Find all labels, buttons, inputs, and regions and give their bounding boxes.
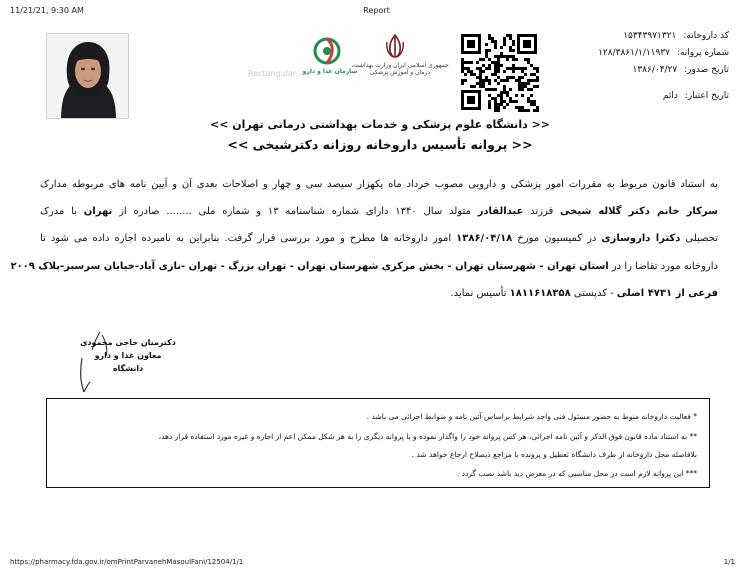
body-text: فرزند bbox=[523, 206, 561, 217]
pharmacy-code-label: کد داروخانه: bbox=[683, 31, 729, 41]
print-page-number: 1/1 bbox=[723, 558, 735, 566]
license-title: << پروانه تأسیس داروخانه روزانه دکترشیخی >> bbox=[227, 137, 533, 152]
university-title: << دانشگاه علوم پزشکی و خدمات بهداشتی درمانی تهران >> bbox=[209, 118, 550, 131]
fda-caption: سازمان غذا و دارو bbox=[302, 68, 358, 75]
body-text: - کدپستی bbox=[570, 288, 617, 299]
fda-logo-icon bbox=[312, 36, 342, 66]
degree: دکترا داروسازی bbox=[601, 233, 681, 244]
issue-place: تهران bbox=[83, 206, 113, 217]
notes-box bbox=[46, 398, 710, 488]
holder-photo bbox=[46, 33, 129, 119]
body-line-1: به استناد قانون مربوط به مقررات امور پزشکی و دارویی مصوب خرداد ماه یکهزار سیصد سی و چهار و اصلاحات بعدی آن و آیین نامه های مربوطه مدارک bbox=[40, 179, 718, 190]
body-text: امور داروخانه ها مطرح و مورد بررسی قرار گرفت. بنابراین به نامبرده اجازه داده می شود تا bbox=[40, 233, 457, 244]
body-text: تحصیلی bbox=[680, 233, 718, 244]
license-number-label: شماره پروانه: bbox=[676, 48, 729, 58]
body-text: تأسیس نماید. bbox=[450, 288, 510, 299]
print-datetime: 11/21/21, 9:30 AM bbox=[10, 6, 84, 15]
signatory bbox=[80, 336, 176, 375]
body-line-5 bbox=[40, 287, 718, 301]
issue-date-value: ۱۳۸۶/۰۴/۲۷ bbox=[632, 65, 678, 75]
print-title: Report bbox=[363, 6, 390, 15]
issue-date-row bbox=[519, 65, 729, 75]
note-2: ** به استناد ماده قانون فوق الذکر و آئین نامه اجرائی، هر کس پروانه خود را واگذار نموده و یا پروانه دیگری را به هر شکل ممکن اعم از اجاره و غیره مورد استفاده قرار دهد، bbox=[158, 432, 697, 441]
ministry-caption: جمهوری اسلامی ایران وزارت بهداشت، درمان و آموزش پزشکی bbox=[351, 62, 449, 76]
iran-emblem-icon bbox=[382, 33, 408, 59]
pharmacy-code-value: ۱۵۳۴۳۹۷۱۳۲۱ bbox=[623, 31, 677, 41]
print-url: https://pharmacy.fda.gov.ir/omPrintParvanehMasoulFani/12504/1/1 bbox=[10, 558, 244, 566]
signatory-name: دکترمنان حاجی محمودی bbox=[80, 338, 176, 347]
body-text: در کمیسیون مورخ bbox=[512, 233, 602, 244]
body-line-4 bbox=[10, 260, 718, 274]
validity-label: تاریخ اعتبار: bbox=[684, 91, 729, 101]
license-number-row bbox=[519, 48, 729, 58]
address-plot: فرعی از ۴۷۳۱ اصلی bbox=[616, 288, 718, 299]
holder-name: سرکار خانم دکتر گلاله شیخی bbox=[560, 206, 718, 217]
note-3: *** این پروانه لازم است در محل مناسبی که در معرض دید باشد نصب گردد . bbox=[456, 469, 697, 478]
watermark-text: Rectangular bbox=[248, 69, 297, 78]
body-text: با مدرک bbox=[40, 206, 84, 217]
body-line-3 bbox=[40, 232, 718, 246]
father-name: عبدالقادر bbox=[477, 206, 524, 217]
validity-row bbox=[519, 91, 729, 101]
postal-code: ۱۸۱۱۶۱۸۳۵۸ bbox=[509, 288, 571, 299]
body-line-2 bbox=[40, 205, 718, 219]
note-2-continued: بلافاصله محل داروخانه از طرف دانشگاه تعطیل و پرونده با مراجع ذیصلاح ارجاع خواهد شد . bbox=[411, 450, 697, 459]
pharmacy-address: استان تهران - شهرستان تهران - بخش مرکزی شهرستان تهران - تهران بزرگ - تهران -نازی آباد-خیابان سرسبز-پلاک ۲۰۰۹ bbox=[10, 261, 609, 272]
signatory-role: معاون غذا و دارو دانشگاه bbox=[94, 351, 162, 373]
body-text: داروخانه مورد تقاضا را در bbox=[608, 261, 718, 272]
license-number-value: ۱۲۸/۳۸۶۱/۱/۱۱۹۳۷ bbox=[598, 48, 671, 58]
body-text: متولد سال ۱۳۴۰ دارای شماره شناسنامه ۱۳ و شماره ملی ........ صادره از bbox=[112, 206, 478, 217]
validity-value: دائم bbox=[662, 91, 678, 101]
issue-date-label: تاریخ صدور: bbox=[684, 65, 729, 75]
pharmacy-code-row bbox=[519, 31, 729, 41]
commission-date: ۱۳۸۶/۰۴/۱۸ bbox=[456, 233, 513, 244]
note-1: * فعالیت داروخانه منوط به حضور مسئول فنی واجد شرایط براساس آئین نامه و ضوابط اجرائی می باشد . bbox=[366, 412, 697, 421]
